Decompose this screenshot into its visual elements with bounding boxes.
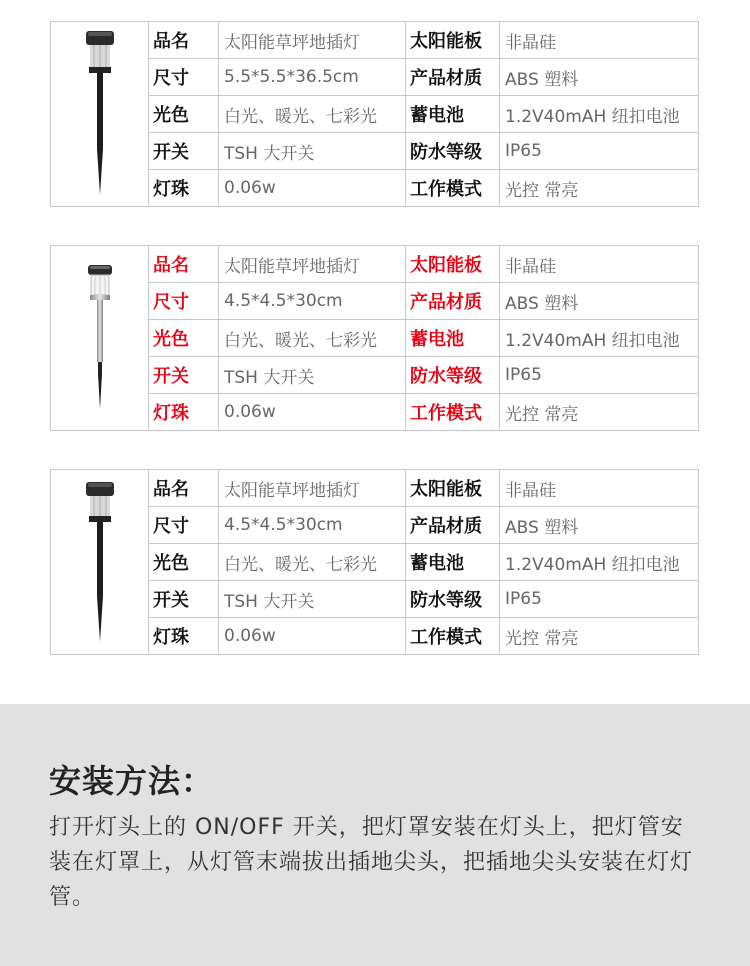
spec-label: 防水等级 (406, 581, 500, 618)
table-row (51, 544, 699, 581)
spec-label: 太阳能板 (406, 22, 500, 59)
install-instructions: 打开灯头上的 ON/OFF 开关，把灯罩安装在灯头上，把灯管安装在灯罩上，从灯管末端拔出插地尖头，把插地尖头安装在灯灯管。 (49, 815, 694, 910)
spec-table-3 (50, 469, 699, 655)
spec-label: 防水等级 (406, 133, 500, 170)
spec-label: 光色 (149, 544, 219, 581)
install-section (0, 704, 750, 966)
table-row (51, 170, 699, 207)
table-row (51, 133, 699, 170)
spec-label: 太阳能板 (406, 470, 500, 507)
spec-label: 品名 (149, 246, 219, 283)
spec-label: 光色 (149, 320, 219, 357)
spec-value: 光控 常亮 (500, 618, 699, 655)
spec-value: 太阳能草坪地插灯 (219, 246, 406, 283)
spec-label: 品名 (149, 22, 219, 59)
spec-value: IP65 (500, 133, 699, 170)
spec-label: 开关 (149, 581, 219, 618)
spec-label: 灯珠 (149, 618, 219, 655)
table-row (51, 581, 699, 618)
spec-value: 白光、暖光、七彩光 (219, 96, 406, 133)
product-image-cell (51, 22, 149, 207)
spec-label: 蓄电池 (406, 320, 500, 357)
spec-value: TSH 大开关 (219, 133, 406, 170)
spec-value: 白光、暖光、七彩光 (219, 320, 406, 357)
spec-label: 尺寸 (149, 59, 219, 96)
table-row (51, 59, 699, 96)
spec-value: 0.06w (219, 618, 406, 655)
lamp-black-image (80, 29, 120, 199)
spec-value: IP65 (500, 581, 699, 618)
table-row (51, 618, 699, 655)
spec-label: 产品材质 (406, 283, 500, 320)
spec-label: 工作模式 (406, 618, 500, 655)
spec-value: ABS 塑料 (500, 507, 699, 544)
lamp-black-image (80, 480, 120, 645)
spec-label: 灯珠 (149, 170, 219, 207)
spec-value: 1.2V40mAH 纽扣电池 (500, 320, 699, 357)
spec-value: 光控 常亮 (500, 170, 699, 207)
spec-table-2 (50, 245, 699, 431)
table-row (51, 320, 699, 357)
table-row (51, 507, 699, 544)
spec-value: TSH 大开关 (219, 581, 406, 618)
spec-label: 产品材质 (406, 59, 500, 96)
spec-label: 开关 (149, 357, 219, 394)
table-row (51, 357, 699, 394)
spec-label: 灯珠 (149, 394, 219, 431)
spec-label: 尺寸 (149, 283, 219, 320)
spec-value: 1.2V40mAH 纽扣电池 (500, 544, 699, 581)
lamp-steel-image (80, 263, 120, 413)
spec-label: 工作模式 (406, 394, 500, 431)
spec-label: 蓄电池 (406, 544, 500, 581)
table-row (51, 246, 699, 283)
table-row (51, 283, 699, 320)
spec-label: 蓄电池 (406, 96, 500, 133)
table-row (51, 470, 699, 507)
spec-value: 光控 常亮 (500, 394, 699, 431)
product-image-cell (51, 246, 149, 431)
spec-label: 产品材质 (406, 507, 500, 544)
table-row (51, 22, 699, 59)
spec-label: 开关 (149, 133, 219, 170)
spec-value: 4.5*4.5*30cm (219, 283, 406, 320)
spec-value: 太阳能草坪地插灯 (219, 470, 406, 507)
spec-label: 尺寸 (149, 507, 219, 544)
spec-value: 0.06w (219, 394, 406, 431)
spec-label: 工作模式 (406, 170, 500, 207)
spec-value: 非晶硅 (500, 22, 699, 59)
spec-value: ABS 塑料 (500, 283, 699, 320)
table-row (51, 394, 699, 431)
spec-label: 品名 (149, 470, 219, 507)
install-title: 安装方法： (49, 762, 215, 800)
spec-value: 0.06w (219, 170, 406, 207)
spec-value: 太阳能草坪地插灯 (219, 22, 406, 59)
spec-value: 4.5*4.5*30cm (219, 507, 406, 544)
table-row (51, 96, 699, 133)
spec-label: 防水等级 (406, 357, 500, 394)
product-image-cell (51, 470, 149, 655)
spec-value: TSH 大开关 (219, 357, 406, 394)
spec-value: 非晶硅 (500, 470, 699, 507)
spec-label: 光色 (149, 96, 219, 133)
spec-label: 太阳能板 (406, 246, 500, 283)
spec-value: 5.5*5.5*36.5cm (219, 59, 406, 96)
spec-value: ABS 塑料 (500, 59, 699, 96)
spec-value: IP65 (500, 357, 699, 394)
spec-value: 1.2V40mAH 纽扣电池 (500, 96, 699, 133)
spec-value: 白光、暖光、七彩光 (219, 544, 406, 581)
spec-table-1 (50, 21, 699, 207)
spec-value: 非晶硅 (500, 246, 699, 283)
